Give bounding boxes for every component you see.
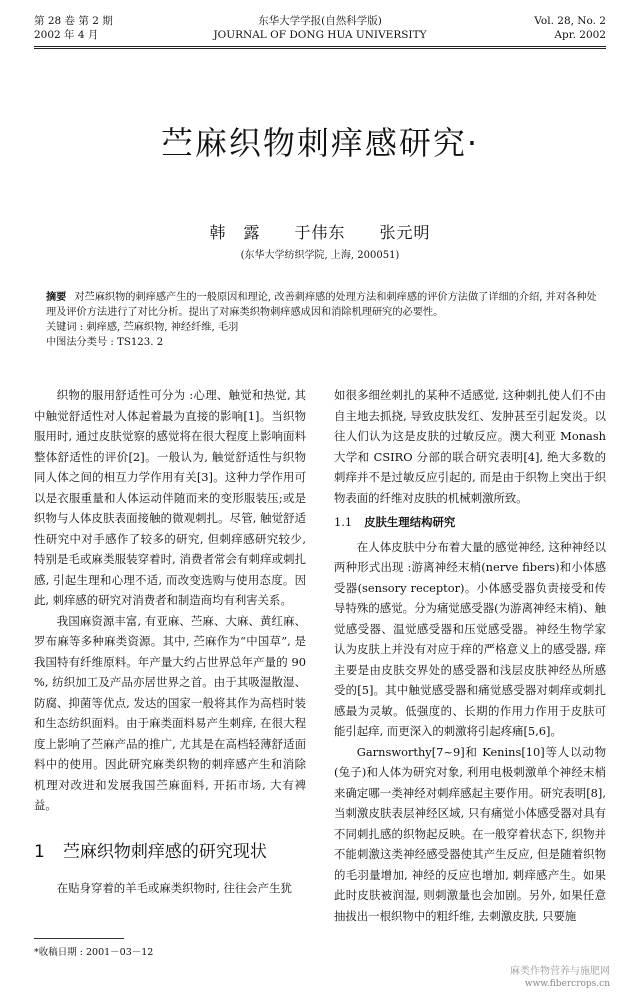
left-column (34, 385, 306, 899)
paper-title: 苎麻织物刺痒感研究· (160, 124, 480, 162)
subsection-title: 皮肤生理结构研究 (364, 515, 456, 529)
watermark-url: www.fibercrops.cn (524, 979, 610, 989)
received-date-footnote: *收稿日期 : 2001－03－12 (34, 947, 154, 958)
abstract-block (46, 290, 606, 350)
section-title: 苎麻织物刺痒感的研究现状 (62, 841, 267, 862)
right-column (334, 385, 606, 926)
section-heading-1 (34, 842, 306, 863)
abstract-paragraph (46, 290, 606, 320)
header-rule (34, 46, 606, 47)
clc-line (46, 335, 606, 350)
watermark-name: 麻类作物营养与施肥网 (510, 966, 610, 977)
issue-date: 2002 年 4 月 (34, 29, 99, 41)
section-1-paragraph: 在贴身穿着的羊毛或麻类织物时, 往往会产生犹 (56, 881, 292, 895)
continued-paragraph: 如很多细丝刺扎的某种不适感觉, 这种刺扎使人们不由自主地去抓挠, 导致皮肤发红、发肿甚至引起发炎。以往人们认为这是皮肤的过敏反应。澳大利亚 Monash 大学和 CSIRO 分部的联合研究表明[4], 绝大多数的刺痒并不是过敏反应引起的, 而是由于织物上突出于织物表面的纤维对皮肤的机械刺激所致。 (334, 388, 606, 505)
author-affiliation: (东华大学纺织学院, 上海, 200051) (240, 250, 400, 261)
subsection-heading-1-1 (334, 512, 606, 533)
intro-paragraph-1: 织物的服用舒适性可分为 :心理、触觉和热觉, 其中触觉舒适性对人体起着最为直接的影响[1]。当织物服用时, 通过皮肤觉察的感觉将在很大程度上影响面料整体舒适性的评价[2]。一般认为, 触觉舒适性与织物同人体之间的相互力学作用有关[3]。这种力学作用可以是衣服重量和人体运动伴随而来的变形服装压;或是织物与人体皮肤表面接触的微观刺扎。尽管, 触觉舒适性研究中对手感作了较多的研究, 但刺痒感研究较少, 特别是毛或麻类服装穿着时, 消费者常会有刺痒或刺扎感, 引起生理和心理不适, 而改变选购与使用态度。因此, 刺痒感的研究对消费者和制造商均有利害关系。 (34, 388, 306, 607)
keywords-text: 刺痒感, 苎麻织物, 神经纤维, 毛羽 (86, 322, 239, 333)
clc-label: 中图法分类号 : (46, 337, 114, 348)
abstract-label: 摘要 (46, 291, 67, 303)
subsection-number: 1.1 (334, 515, 353, 529)
intro-paragraph-2: 我国麻资源丰富, 有亚麻、苎麻、大麻、黄红麻、罗布麻等多种麻类资源。其中, 苎麻作为“中国草”, 是我国特有纤维原料。年产量大约占世界总年产量的 90 %, 纺织加工及产品亦居世界之首。由于其吸湿散湿、防腐、抑菌等优点, 发达的国家一般将其作为高档时装和生态纺织面料。由于麻类面料易产生刺痒, 在很大程度上影响了苎麻产品的推广, 尤其是在高档轻薄舒适面料中的使用。因此研究麻类织物的刺痒感产生和消除机理对改进和发展我国苎麻面料, 开拓市场, 大有裨益。 (34, 613, 306, 812)
issue-date-en: Apr. 2002 (554, 29, 606, 41)
abstract-text: 对苎麻织物的刺痒感产生的一般原因和理论, 改善刺痒感的处理方法和刺痒感的评价方法做了详细的介绍, 并对各种处理及评价方法进行了对比分析。提出了对麻类织物刺痒感成因和消除机理研究的必要性。 (46, 292, 597, 318)
subsection-paragraph-2: Garnsworthy[7~9]和 Kenins[10]等人以动物(兔子)和人体为研究对象, 利用电极刺激单个神经末梢来确定哪一类神经对刺痒感起主要作用。研究表明[8], 当刺激皮肤表层神经区域, 只有痛觉小体感受器对具有不同刺扎感的织物起反映。在一般穿着状态下, 织物并不能刺激这类神经感受器使其产生反应, 但是随着织物的毛羽量增加, 神经的反应也增加, 刺痒感产生。如果此时皮肤被润湿, 则刺激量也会加剧。另外, 如果任意抽拔出一根织物中的粗纤维, 去刺激皮肤, 只要施 (334, 744, 606, 923)
footnote-rule (34, 938, 124, 939)
section-number: 1 (34, 841, 45, 862)
journal-name-en: JOURNAL OF DONG HUA UNIVERSITY (213, 29, 427, 41)
site-watermark (510, 966, 610, 990)
keywords-line (46, 320, 606, 335)
paper-authors: 韩 露 于伟东 张元明 (209, 223, 431, 242)
header-rule-2 (34, 48, 606, 49)
journal-volume-en (534, 14, 606, 42)
clc-code: TS123. 2 (117, 337, 164, 348)
journal-name-cn: 东华大学学报(自然科学版) (258, 15, 382, 27)
volume-issue-en: Vol. 28, No. 2 (534, 15, 606, 27)
volume-issue: 第 28 卷 第 2 期 (34, 15, 113, 27)
keywords-label: 关键词 : (46, 322, 84, 333)
subsection-paragraph-1: 在人体皮肤中分布着大量的感觉神经, 这种神经以两种形式出现 :游离神经末梢(nerve fibers)和小体感受器(sensory receptor)。小体感受器负责接受和传导特殊的感觉。分为痛觉感受器(为游离神经末梢)、触觉感受器、温觉感受器和压觉感受器。神经生物学家认为皮肤上并没有对应于痒的严格意义上的感受器, 痒主要是由皮肤交界处的感受器和浅层皮肤神经丛所感受的[5]。其中触觉感受器和痛觉感受器对刺痒或刺扎感最为灵敏。低强度的、长期的作用力作用于皮肤可能引起痒, 而更深入的刺激将引起疼痛[5,6]。 (334, 539, 606, 738)
